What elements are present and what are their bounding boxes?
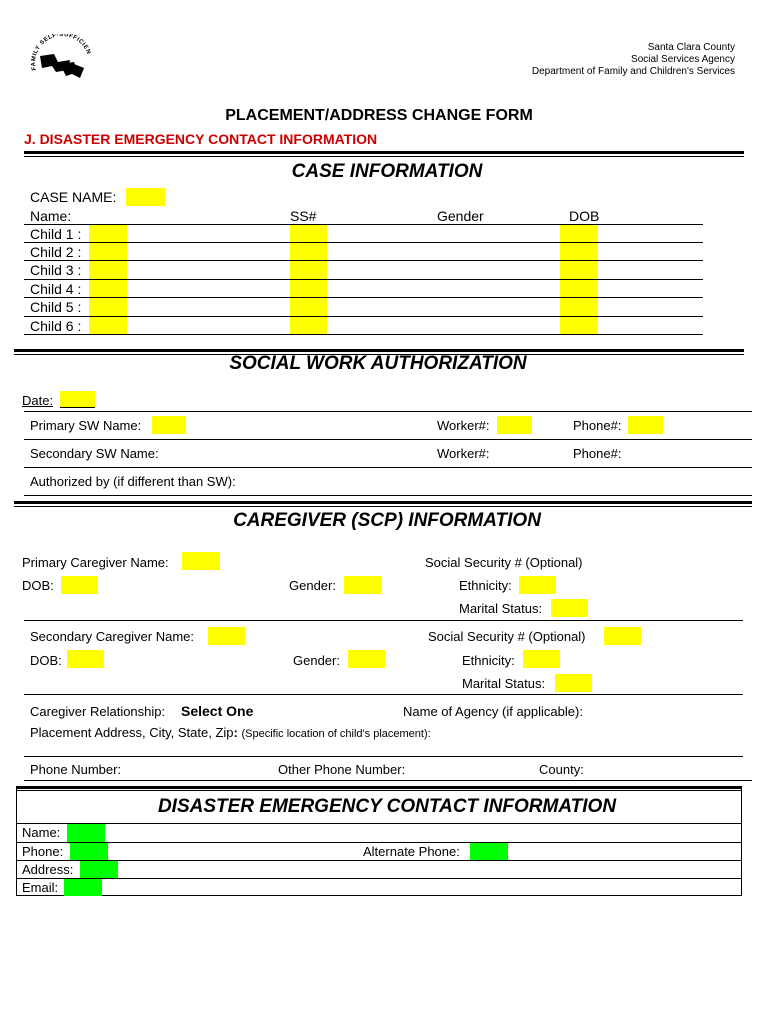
contact-email-field[interactable] <box>64 879 102 896</box>
relationship-label: Caregiver Relationship: <box>30 704 166 719</box>
authorized-by-label: Authorized by (if different than SW): <box>30 474 236 489</box>
placement-address-text: Placement Address, City, State, Zip <box>30 725 234 740</box>
logo-arc-text: FAMILY SELF-SUFFICIEN <box>31 34 92 71</box>
secondary-sw-label: Secondary SW Name: <box>30 446 159 461</box>
county-label: County: <box>539 762 584 777</box>
secondary-marital-field[interactable] <box>555 674 592 692</box>
secondary-phone-label: Phone#: <box>573 446 622 461</box>
contact-name-field[interactable] <box>67 824 105 842</box>
child-4-label: Child 4 : <box>30 281 82 297</box>
agency-logo <box>26 34 94 86</box>
agency-name-label: Name of Agency (if applicable): <box>403 704 583 719</box>
child-3-label: Child 3 : <box>30 262 82 278</box>
secondary-caregiver-field[interactable] <box>208 627 245 645</box>
agency-block <box>532 42 735 78</box>
secondary-ethnicity-field[interactable] <box>523 650 560 668</box>
primary-dob-field[interactable] <box>61 576 98 594</box>
contact-phone-field[interactable] <box>70 843 108 860</box>
child-2-label: Child 2 : <box>30 244 82 260</box>
date-field[interactable] <box>60 391 95 408</box>
row-line <box>16 790 742 791</box>
secondary-ssn-label: Social Security # (Optional) <box>428 629 586 644</box>
row-line <box>24 297 703 298</box>
divider <box>24 151 744 157</box>
secondary-ssn-field[interactable] <box>604 627 641 645</box>
row-line <box>24 224 703 225</box>
primary-worker-label: Worker#: <box>437 418 490 433</box>
agency-name: Social Services Agency <box>631 54 735 65</box>
form-title: PLACEMENT/ADDRESS CHANGE FORM <box>225 107 533 124</box>
row-line <box>24 439 752 440</box>
row-line <box>24 411 752 412</box>
column-name: Name: <box>30 208 72 224</box>
row-line <box>24 620 743 621</box>
relationship-select[interactable]: Select One <box>181 703 254 719</box>
row-line <box>24 334 703 335</box>
other-phone-label: Other Phone Number: <box>278 762 406 777</box>
row-line <box>16 842 742 843</box>
row-line <box>24 756 743 757</box>
secondary-dob-field[interactable] <box>67 650 104 668</box>
column-ss: SS# <box>290 208 317 224</box>
secondary-gender-label: Gender: <box>293 653 340 668</box>
row-line <box>16 878 742 879</box>
agency-logo-graphic <box>26 34 94 86</box>
placement-address-colon: : <box>233 725 238 740</box>
disaster-title: DISASTER EMERGENCY CONTACT INFORMATION <box>157 796 617 817</box>
row-line <box>16 860 742 861</box>
secondary-gender-field[interactable] <box>348 650 385 668</box>
case-name-label: CASE NAME: <box>30 189 117 205</box>
row-line <box>24 242 703 243</box>
agency-department: Department of Family and Children's Services <box>531 66 735 77</box>
contact-phone-label: Phone: <box>22 844 64 859</box>
contact-email-label: Email: <box>22 880 59 895</box>
secondary-ethnicity-label: Ethnicity: <box>462 653 515 668</box>
contact-address-label: Address: <box>22 862 74 877</box>
row-line <box>16 823 742 824</box>
row-line <box>24 260 703 261</box>
alternate-phone-field[interactable] <box>470 843 508 860</box>
primary-sw-label: Primary SW Name: <box>30 418 142 433</box>
primary-caregiver-field[interactable] <box>182 552 220 570</box>
placement-address-label <box>30 725 431 740</box>
primary-phone-label: Phone#: <box>573 418 622 433</box>
primary-marital-field[interactable] <box>551 599 588 617</box>
divider <box>14 501 752 507</box>
column-gender: Gender <box>437 208 484 224</box>
primary-ethnicity-field[interactable] <box>519 576 556 594</box>
row-line <box>24 495 752 496</box>
primary-dob-label: DOB: <box>22 578 54 593</box>
column-dob: DOB <box>569 208 600 224</box>
primary-worker-field[interactable] <box>497 416 532 434</box>
row-line <box>24 467 752 468</box>
alternate-phone-label: Alternate Phone: <box>363 844 460 859</box>
row-line <box>24 694 743 695</box>
date-label: Date: <box>22 393 54 408</box>
primary-gender-label: Gender: <box>289 578 336 593</box>
caregiver-title: CAREGIVER (SCP) INFORMATION <box>233 510 541 531</box>
row-line <box>24 279 703 280</box>
primary-ssn-label: Social Security # (Optional) <box>425 555 583 570</box>
form-subtitle: J. DISASTER EMERGENCY CONTACT INFORMATION <box>24 131 378 147</box>
secondary-dob-label: DOB: <box>30 653 62 668</box>
primary-caregiver-label: Primary Caregiver Name: <box>22 555 169 570</box>
case-name-field[interactable] <box>126 188 165 206</box>
agency-county: Santa Clara County <box>647 42 735 53</box>
contact-address-field[interactable] <box>80 861 118 878</box>
secondary-worker-label: Worker#: <box>437 446 490 461</box>
primary-marital-label: Marital Status: <box>459 601 543 616</box>
secondary-caregiver-label: Secondary Caregiver Name: <box>30 629 195 644</box>
primary-gender-field[interactable] <box>344 576 381 594</box>
primary-phone-field[interactable] <box>628 416 663 434</box>
secondary-marital-label: Marital Status: <box>462 676 546 691</box>
case-info-title: CASE INFORMATION <box>291 161 483 182</box>
row-line <box>24 316 703 317</box>
child-5-label: Child 5 : <box>30 299 82 315</box>
placement-address-note: (Specific location of child's placement): <box>241 728 431 740</box>
primary-sw-field[interactable] <box>152 416 186 434</box>
child-6-label: Child 6 : <box>30 318 82 334</box>
primary-ethnicity-label: Ethnicity: <box>459 578 512 593</box>
row-line <box>24 780 752 781</box>
sw-auth-title: SOCIAL WORK AUTHORIZATION <box>229 353 527 374</box>
child-1-label: Child 1 : <box>30 226 82 242</box>
phone-number-label: Phone Number: <box>30 762 122 777</box>
contact-name-label: Name: <box>22 825 61 840</box>
